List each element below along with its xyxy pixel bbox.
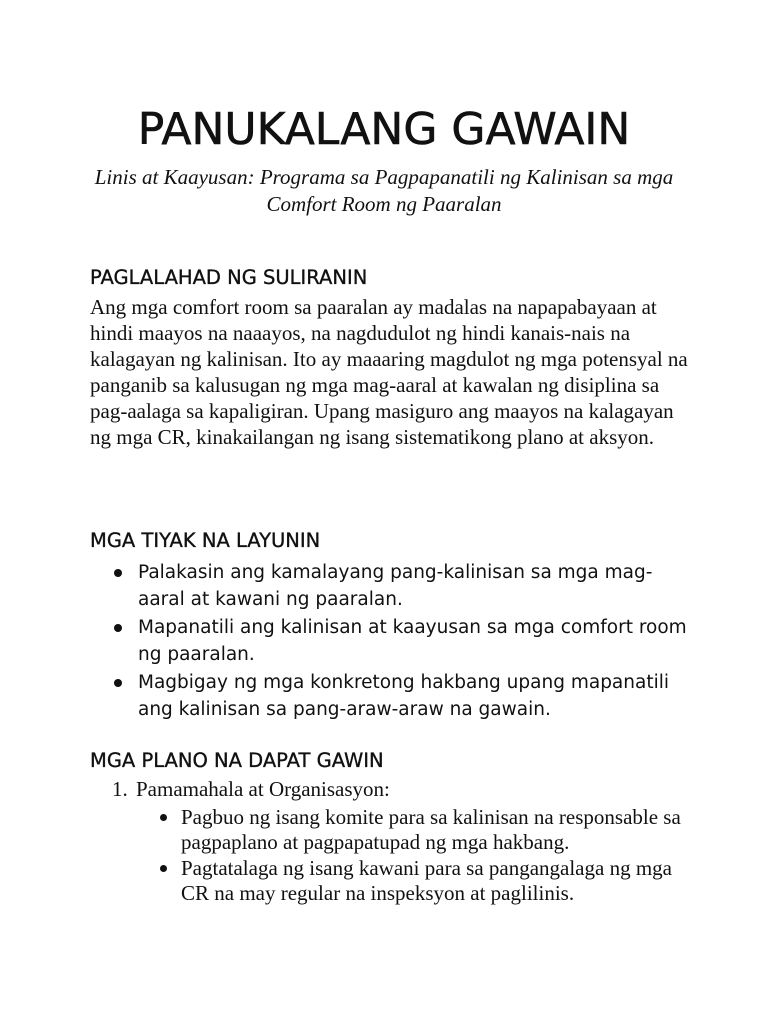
plan-item (90, 777, 690, 906)
plan-subitem-text: Pagtatalaga ng isang kawani para sa pangangalaga ng mga CR na may regular na inspeksyon at paglilinis. (181, 856, 672, 905)
plan-subitem-text: Pagbuo ng isang komite para sa kalinisan na responsable sa pagpaplano at pagpapatupad ng mga hakbang. (181, 805, 681, 854)
problem-body: Ang mga comfort room sa paaralan ay madalas na napapabayaan at hindi maayos na naaayos, na nagdudulot ng hindi kanais-nais na kalagayan ng kalinisan. Ito ay maaaring magdulot ng mga potensyal na panganib sa kalusugan ng mga mag-aaral at kawalan ng disiplina sa pag-aalaga sa kapaligiran. Upang masiguro ang maayos na kalagayan ng mga CR, kinakailangan ng isang sistematikong plano at aksyon. (90, 295, 688, 449)
document-title: PANUKALANG GAWAIN (137, 104, 631, 155)
plan-label: Pamamahala at Organisasyon: (136, 777, 390, 801)
objective-text: Palakasin ang kamalayang pang-kalinisan sa mga mag-aaral at kawani ng paaralan. (138, 562, 653, 610)
bullet-icon (114, 569, 122, 577)
plans-heading: MGA PLANO NA DAPAT GAWIN (90, 749, 384, 772)
bullet-icon (160, 865, 167, 872)
plans-list (90, 777, 690, 907)
plan-subitems (90, 805, 690, 906)
list-item (90, 856, 690, 906)
bullet-icon (114, 624, 122, 632)
document-subtitle: Linis at Kaayusan: Programa sa Pagpapanatili ng Kalinisan sa mga Comfort Room ng Paaralan (94, 165, 674, 216)
bullet-icon (160, 814, 167, 821)
objectives-heading: MGA TIYAK NA LAYUNIN (90, 529, 321, 552)
objective-text: Mapanatili ang kalinisan at kaayusan sa mga comfort room ng paaralan. (138, 617, 687, 665)
plan-number: 1. (112, 777, 128, 801)
list-item (90, 614, 690, 668)
bullet-icon (114, 679, 122, 687)
list-item (90, 805, 690, 855)
objectives-list (90, 559, 690, 724)
problem-heading: PAGLALAHAD NG SULIRANIN (90, 266, 368, 289)
list-item (90, 559, 690, 613)
objective-text: Magbigay ng mga konkretong hakbang upang mapanatili ang kalinisan sa pang-araw-araw na gawain. (138, 672, 670, 720)
list-item (90, 669, 690, 723)
